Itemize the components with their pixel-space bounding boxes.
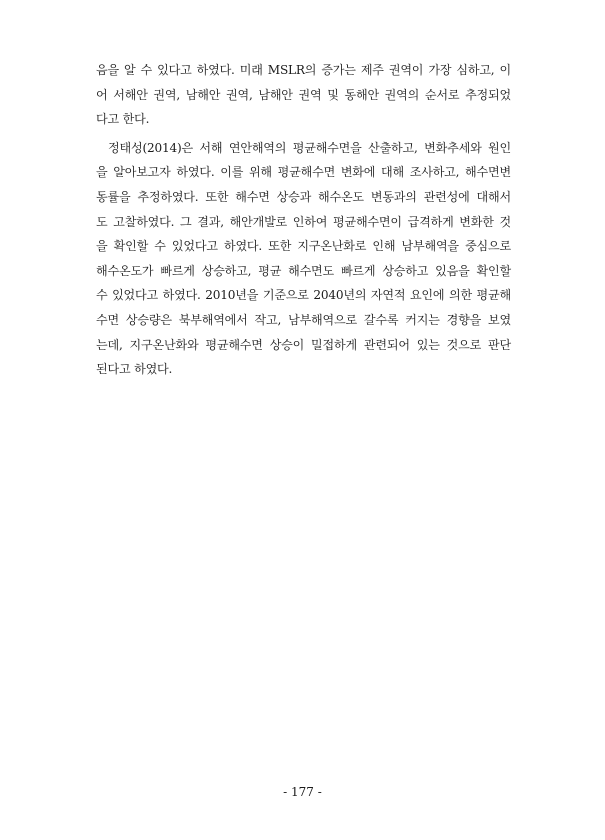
paragraph-2-line-1: 정태성(2014)은 서해 연안해역의 평균해수면을 산출하고, 변화추세와 원인 [108, 140, 511, 155]
paragraph-2-line-5: 을 확인할 수 있었다고 하였다. 또한 지구온난화로 인해 남부해역을 중심으로 [96, 239, 511, 254]
paragraph-2-line-4: 도 고찰하였다. 그 결과, 해안개발로 인하여 평균해수면이 급격하게 변화한 것 [96, 214, 511, 229]
paragraph-2 [96, 136, 511, 382]
paragraph-2-line-6: 해수온도가 빠르게 상승하고, 평균 해수면도 빠르게 상승하고 있음을 확인할 [96, 263, 511, 278]
paragraph-2-line-10: 된다고 하였다. [96, 362, 173, 377]
paragraph-1 [96, 58, 511, 132]
paragraph-2-line-2: 을 알아보고자 하였다. 이를 위해 평균해수면 변화에 대해 조사하고, 해수면변 [96, 165, 511, 180]
paragraph-1-line-1: 음을 알 수 있다고 하였다. 미래 MSLR의 증가는 제주 권역이 가장 심하고, 이 [96, 63, 511, 77]
paragraph-1-line-2: 어 서해안 권역, 남해안 권역, 남해안 권역 및 동해안 권역의 순서로 추정되었 [96, 87, 511, 102]
paragraph-2-line-7: 수 있었다고 하였다. 2010년을 기준으로 2040년의 자연적 요인에 의한 평균해 [96, 288, 511, 303]
body-text [96, 58, 511, 382]
page-number: - 177 - [283, 785, 322, 799]
paragraph-2-line-9: 는데, 지구온난화와 평균해수면 상승이 밀접하게 관련되어 있는 것으로 판단 [96, 337, 511, 352]
paragraph-2-line-8: 수면 상승량은 북부해역에서 작고, 남부해역으로 갈수록 커지는 경향을 보였 [96, 312, 511, 327]
paragraph-2-line-3: 동률을 추정하였다. 또한 해수면 상승과 해수온도 변동과의 관련성에 대해서 [96, 189, 511, 204]
paragraph-1-line-3: 다고 한다. [96, 112, 150, 127]
